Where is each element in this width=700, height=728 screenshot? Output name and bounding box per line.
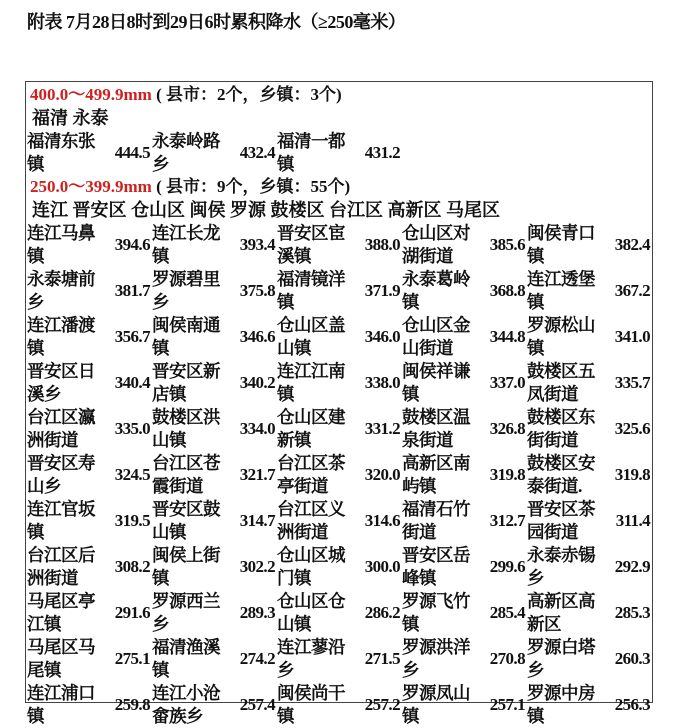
station-name: 鼓楼区安泰街道. xyxy=(527,453,595,496)
rainfall-section xyxy=(27,176,652,728)
station-name: 永泰葛岭镇 xyxy=(402,269,470,312)
station-name: 仓山区城门镇 xyxy=(277,545,345,588)
station-name: 晋安区新店镇 xyxy=(152,361,220,404)
rainfall-value: 319.8 xyxy=(614,465,650,484)
rainfall-value: 368.8 xyxy=(489,281,525,300)
station-name: 鼓楼区洪山镇 xyxy=(152,407,220,450)
station-name: 永泰塘前乡 xyxy=(27,269,95,312)
rainfall-value: 367.2 xyxy=(614,281,650,300)
rainfall-value: 321.7 xyxy=(239,465,275,484)
rainfall-value: 319.5 xyxy=(114,511,150,530)
station-grid xyxy=(27,130,652,176)
station-name: 罗源飞竹镇 xyxy=(402,591,470,634)
station-name: 连江江南镇 xyxy=(277,361,345,404)
rainfall-value: 286.2 xyxy=(364,603,400,622)
station-name: 仓山区对湖街道 xyxy=(402,223,470,266)
rainfall-value: 292.9 xyxy=(614,557,650,576)
station-name: 罗源碧里乡 xyxy=(152,269,220,312)
rainfall-value: 308.2 xyxy=(114,557,150,576)
rainfall-value: 270.8 xyxy=(489,649,525,668)
station-name: 罗源凤山镇 xyxy=(402,683,470,726)
rainfall-value: 356.7 xyxy=(114,327,150,346)
rainfall-value: 382.4 xyxy=(614,235,650,254)
station-name: 晋安区宦溪镇 xyxy=(277,223,345,266)
station-name: 高新区南屿镇 xyxy=(402,453,470,496)
station-name: 连江官坂镇 xyxy=(27,499,95,542)
rainfall-value: 271.5 xyxy=(364,649,400,668)
station-name: 福清镜洋镇 xyxy=(277,269,345,312)
station-name: 福清一都镇 xyxy=(277,131,345,174)
rainfall-value: 394.6 xyxy=(114,235,150,254)
count-summary: ( 县市：9个，乡镇：55个) xyxy=(151,177,351,196)
rainfall-value: 335.0 xyxy=(114,419,150,438)
station-name: 罗源洪洋乡 xyxy=(402,637,470,680)
rainfall-value: 324.5 xyxy=(114,465,150,484)
station-name: 鼓楼区五凤街道 xyxy=(527,361,595,404)
rainfall-value: 300.0 xyxy=(364,557,400,576)
rainfall-value: 320.0 xyxy=(364,465,400,484)
station-name: 连江马鼻镇 xyxy=(27,223,95,266)
rainfall-value: 393.4 xyxy=(239,235,275,254)
rainfall-section xyxy=(27,84,652,176)
county-list: 福清 永泰 xyxy=(32,108,109,128)
station-name: 台江区瀛洲街道 xyxy=(27,407,95,450)
rainfall-value: 340.4 xyxy=(114,373,150,392)
rainfall-value: 326.8 xyxy=(489,419,525,438)
station-grid xyxy=(27,222,652,728)
station-name: 马尾区亭江镇 xyxy=(27,591,95,634)
station-name: 马尾区马尾镇 xyxy=(27,637,95,680)
station-name: 晋安区日溪乡 xyxy=(27,361,95,404)
station-name: 晋安区寿山乡 xyxy=(27,453,95,496)
station-name: 连江蓼沿乡 xyxy=(277,637,345,680)
rainfall-value: 274.2 xyxy=(239,649,275,668)
station-name: 连江潘渡镇 xyxy=(27,315,95,358)
rainfall-value: 444.5 xyxy=(114,143,150,162)
rainfall-table xyxy=(25,81,653,726)
station-name: 永泰岭路乡 xyxy=(152,131,220,174)
rainfall-value: 346.6 xyxy=(239,327,275,346)
station-name: 永泰赤锡乡 xyxy=(527,545,595,588)
station-name: 台江区茶亭街道 xyxy=(277,453,345,496)
station-name: 仓山区金山街道 xyxy=(402,315,470,358)
rainfall-value: 381.7 xyxy=(114,281,150,300)
range-label: 400.0～499.9mm xyxy=(30,85,152,104)
rainfall-value: 319.8 xyxy=(489,465,525,484)
rainfall-value: 285.3 xyxy=(614,603,650,622)
rainfall-value: 375.8 xyxy=(239,281,275,300)
rainfall-value: 335.7 xyxy=(614,373,650,392)
rainfall-value: 275.1 xyxy=(114,649,150,668)
section-header xyxy=(27,84,652,106)
rainfall-value: 314.7 xyxy=(239,511,275,530)
station-name: 台江区义洲街道 xyxy=(277,499,345,542)
station-name: 连江长龙镇 xyxy=(152,223,220,266)
rainfall-value: 371.9 xyxy=(364,281,400,300)
station-name: 连江小沧畲族乡 xyxy=(152,683,220,726)
station-name: 闽侯青口镇 xyxy=(527,223,595,266)
station-name: 仓山区盖山镇 xyxy=(277,315,345,358)
station-name: 闽侯南通镇 xyxy=(152,315,220,358)
station-name: 福清渔溪镇 xyxy=(152,637,220,680)
station-name: 晋安区岳峰镇 xyxy=(402,545,470,588)
rainfall-value: 388.0 xyxy=(364,235,400,254)
station-name: 闽侯祥谦镇 xyxy=(402,361,470,404)
station-name: 高新区高新区 xyxy=(527,591,595,634)
station-name: 鼓楼区东街街道 xyxy=(527,407,595,450)
station-name: 罗源西兰乡 xyxy=(152,591,220,634)
rainfall-value: 344.8 xyxy=(489,327,525,346)
rainfall-value: 302.2 xyxy=(239,557,275,576)
rainfall-value: 346.0 xyxy=(364,327,400,346)
station-name: 罗源松山镇 xyxy=(527,315,595,358)
count-summary: ( 县市：2个，乡镇：3个) xyxy=(151,85,342,104)
rainfall-value: 257.2 xyxy=(364,695,400,714)
rainfall-value: 291.6 xyxy=(114,603,150,622)
rainfall-value: 432.4 xyxy=(239,143,275,162)
rainfall-value: 334.0 xyxy=(239,419,275,438)
station-name: 罗源中房镇 xyxy=(527,683,595,726)
section-header xyxy=(27,176,652,198)
rainfall-value: 311.4 xyxy=(615,511,650,530)
rainfall-value: 340.2 xyxy=(239,373,275,392)
rainfall-value: 299.6 xyxy=(489,557,525,576)
station-name: 福清东张镇 xyxy=(27,131,95,174)
rainfall-value: 325.6 xyxy=(614,419,650,438)
rainfall-value: 385.6 xyxy=(489,235,525,254)
rainfall-value: 257.1 xyxy=(489,695,525,714)
rainfall-value: 260.3 xyxy=(614,649,650,668)
rainfall-value: 289.3 xyxy=(239,603,275,622)
rainfall-value: 285.4 xyxy=(489,603,525,622)
rainfall-value: 312.7 xyxy=(489,511,525,530)
station-name: 福清石竹街道 xyxy=(402,499,470,542)
station-name: 连江浦口镇 xyxy=(27,683,95,726)
station-name: 罗源白塔乡 xyxy=(527,637,595,680)
station-name: 鼓楼区温泉街道 xyxy=(402,407,470,450)
station-name: 台江区苍霞街道 xyxy=(152,453,220,496)
page-title: 附表 7月28日8时到29日6时累积降水（≥250毫米） xyxy=(27,12,406,32)
rainfall-value: 256.3 xyxy=(614,695,650,714)
station-name: 闽侯尚干镇 xyxy=(277,683,345,726)
rainfall-value: 341.0 xyxy=(614,327,650,346)
station-name: 连江透堡镇 xyxy=(527,269,595,312)
station-name: 晋安区鼓山镇 xyxy=(152,499,220,542)
range-label: 250.0～399.9mm xyxy=(30,177,152,196)
station-name: 晋安区茶园街道 xyxy=(527,499,595,542)
station-name: 仓山区建新镇 xyxy=(277,407,345,450)
rainfall-value: 331.2 xyxy=(364,419,400,438)
station-name: 仓山区仓山镇 xyxy=(277,591,345,634)
rainfall-value: 338.0 xyxy=(364,373,400,392)
rainfall-value: 337.0 xyxy=(489,373,525,392)
station-name: 台江区后洲街道 xyxy=(27,545,95,588)
rainfall-value: 431.2 xyxy=(364,143,400,162)
rainfall-value: 257.4 xyxy=(239,695,275,714)
county-list: 连江 晋安区 仓山区 闽侯 罗源 鼓楼区 台江区 高新区 马尾区 xyxy=(32,200,500,220)
rainfall-value: 314.6 xyxy=(364,511,400,530)
rainfall-value: 259.8 xyxy=(114,695,150,714)
station-name: 闽侯上街镇 xyxy=(152,545,220,588)
